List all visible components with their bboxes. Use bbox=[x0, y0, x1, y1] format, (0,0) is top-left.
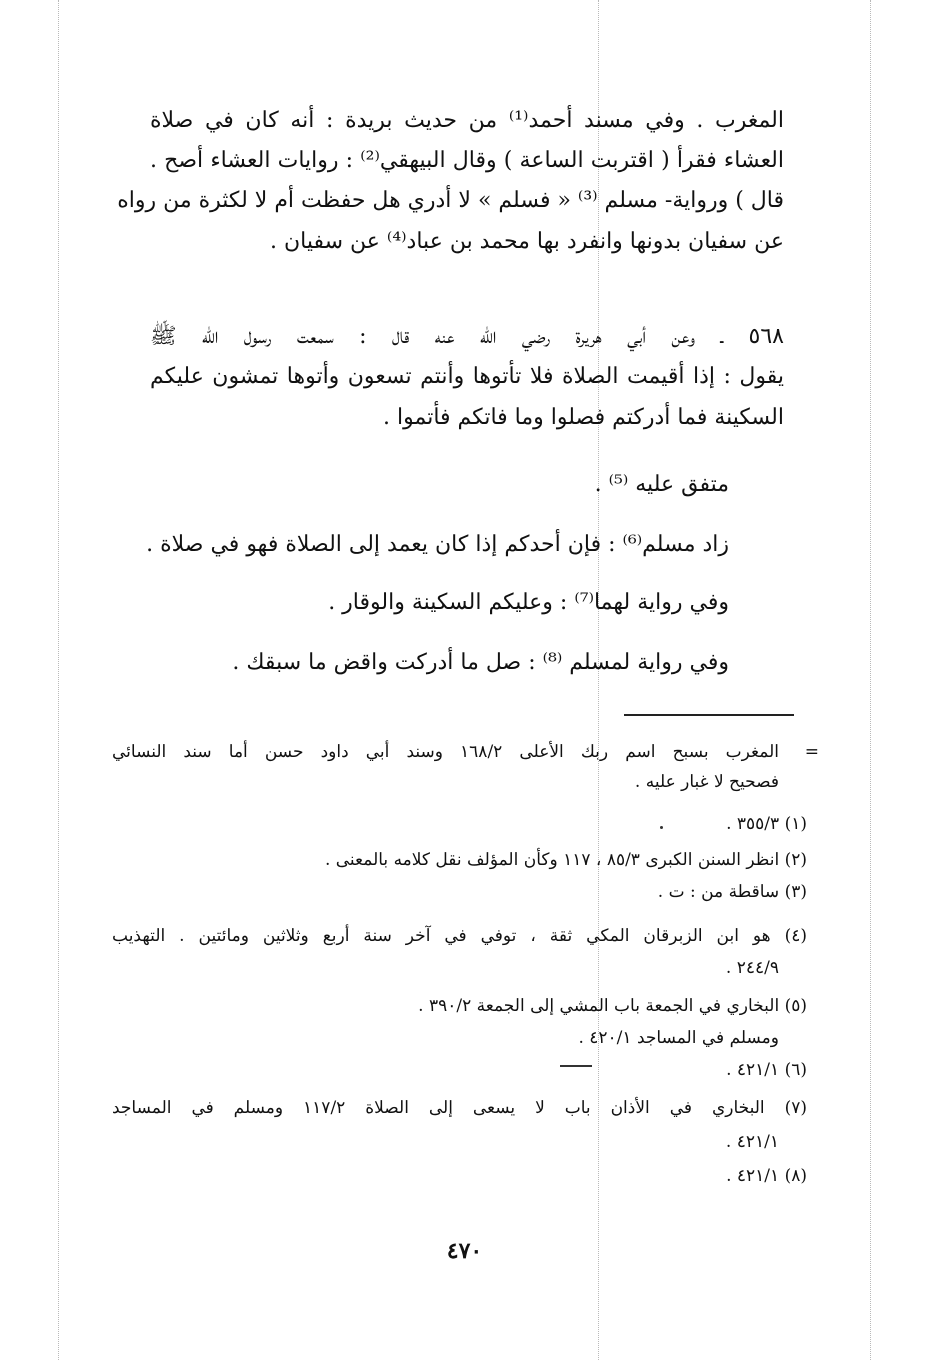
footnote-line: (٧) البخاري في الأذان باب لا يسعى إلى الصلاة ١١٧/٢ ومسلم في المساجد bbox=[112, 1098, 807, 1118]
footnote-line: ومسلم في المساجد ٤٢٠/١ . bbox=[578, 1028, 779, 1048]
attribution-line: متفق عليه ⁽⁵⁾ . bbox=[594, 472, 729, 497]
footnote-line: (١) ٣٥٥/٣ . bbox=[726, 814, 807, 834]
footnote-line: ٤٢١/١ . bbox=[725, 1132, 779, 1152]
footnote-line: (٤) هو ابن الزبرقان المكي ثقة ، توفي في آخر سنة أربع وثلاثين ومائتين . التهذيب bbox=[112, 926, 807, 946]
page-number: ٤٧٠ bbox=[446, 1238, 483, 1264]
text-line: وفي رواية لهما⁽⁷⁾ : وعليكم السكينة والوقار . bbox=[328, 590, 729, 615]
footnote-line: (٥) البخاري في الجمعة باب المشي إلى الجمعة ٣٩٠/٢ . bbox=[418, 996, 807, 1016]
continuation-marker: = bbox=[804, 742, 819, 762]
text-line: زاد مسلم⁽⁶⁾ : فإن أحدكم إذا كان يعمد إلى الصلاة فهو في صلاة . bbox=[146, 532, 729, 557]
text-line: قال ) ورواية- مسلم ⁽³⁾ « فسلم » لا أدري هل حفظت أم لا لكثرة من رواه bbox=[117, 188, 784, 213]
text-line: السكينة فما أدركتم فصلوا وما فاتكم فأتموا . bbox=[383, 405, 784, 430]
footnote-separator bbox=[624, 714, 794, 716]
footnote-line: (٦) ٤٢١/١ . bbox=[726, 1060, 807, 1080]
hadith-heading-line: ٥٦٨ ـ وعن أبي هريرة رضي الله عنه قال : سمعت رسول الله ﷺ bbox=[150, 324, 784, 349]
footnote-line: (٨) ٤٢١/١ . bbox=[726, 1166, 807, 1186]
footnote-line: (٢) انظر السنن الكبرى ٨٥/٣ ، ١١٧ وكأن المؤلف نقل كلامه بالمعنى . bbox=[324, 850, 807, 870]
text-line: العشاء فقرأ ( اقتربت الساعة ) وقال البيهقي⁽²⁾ : روايات العشاء أصح . bbox=[150, 148, 784, 173]
footnote-line: ٢٤٤/٩ . bbox=[725, 958, 779, 978]
text-line: عن سفيان بدونها وانفرد بها محمد بن عباد⁽⁴⁾ عن سفيان . bbox=[270, 229, 784, 254]
footnote-line: المغرب بسبح اسم ربك الأعلى ١٦٨/٢ وسند أبي داود حسن أما سند النسائي bbox=[112, 742, 779, 762]
text-line: المغرب . وفي مسند أحمد⁽¹⁾ من حديث بريدة : أنه كان في صلاة bbox=[150, 108, 784, 133]
scan-speck bbox=[660, 826, 663, 829]
scan-artifact bbox=[870, 0, 871, 1360]
scan-artifact bbox=[58, 0, 59, 1360]
footnote-line: فصحيح لا غبار عليه . bbox=[634, 772, 779, 792]
text-line: وفي رواية لمسلم ⁽⁸⁾ : صل ما أدركت واقض ما سبقك . bbox=[232, 650, 729, 675]
text-line: يقول : إذا أقيمت الصلاة فلا تأتوها وأنتم تسعون وأتوها تمشون عليكم bbox=[150, 364, 784, 389]
footnote-line: (٣) ساقطة من : ت . bbox=[657, 882, 807, 902]
underline-mark bbox=[560, 1065, 592, 1067]
